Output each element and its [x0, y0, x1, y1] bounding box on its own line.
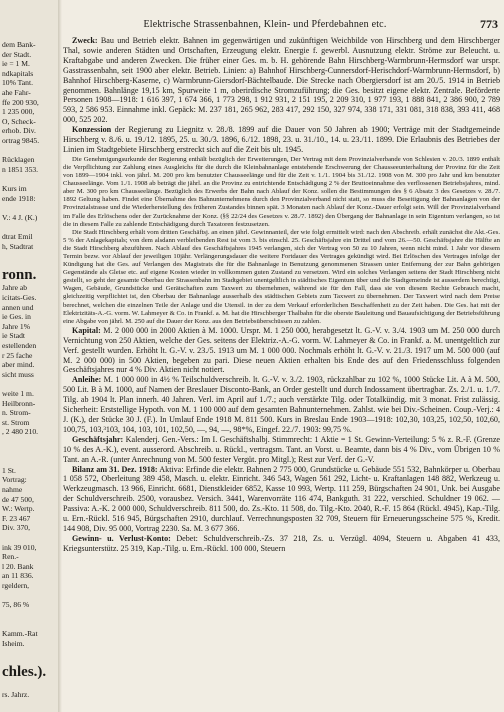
main-column: [63, 36, 500, 708]
left-column-line: st. Strom: [2, 417, 30, 427]
left-column-line: ortrag 9845.: [2, 136, 40, 145]
left-column-line: Isheim.: [2, 638, 25, 648]
left-column-line: der Stadt.: [2, 49, 32, 59]
left-column-line: ronn.: [2, 267, 37, 284]
left-column-line: ink 39 010,: [2, 542, 37, 552]
left-column-line: Jahre 1%: [2, 321, 31, 331]
paragraph-text: Aktiva: Erfinde die elektr. Bahnen 2 775 000, Grundstücke u. Gebäude 551 532, Bahnkörper u. Oberbau 1 058 572, Oberleitung 389 458, Masch. u. elektr. Einricht. 346 543, Wagen 561 292, Licht- u. Kraftanlagen 148 882, Werkzeug u. Werkzeugmasch. 13 966, Einricht. 6681, Dienstkleider 6852, Kasse 10 993, Wertp. 111 259, Bürgschaften 24 901, Unk. bei Ausgabe der Schuldverschreib. 2500, vorausbez. Versich. 3441, Warenvorräte 116 474, Bankguth. 31 222, verschied. Schuldner 19 062. — Passiva: A.-K. 2 000 000, Schuldverschreib. 811 500, do. Zs.-Kto. 11 508, do. Tilg.-Kto. 2040, R.-F. 15 864 (Rückl. 4945), Kap.-Tilg. u. Ern.-Rückl. 516 945, Bürgschaften 2910, durchlauf. Verrechnungsposten 32 709, Steuern für Erneuerungsscheine 575 %, Kredit. 144 908, Div. 95 000, Vortrag 2230. Sa. M. 3 677 366.: [63, 464, 500, 533]
left-column-line: rs. Jahrz.: [2, 690, 30, 699]
left-column-line: F. 23 467: [2, 513, 31, 523]
left-column-line: estellenden: [2, 341, 37, 350]
left-column-line: n. Strom-: [2, 408, 31, 418]
left-column-line: an 11 836.: [2, 571, 34, 581]
column-gutter: [58, 0, 62, 712]
paragraph-label: Anleihe:: [72, 375, 102, 385]
paragraph-label: Kapital:: [72, 325, 101, 335]
left-column-line: r 25 fache: [2, 350, 33, 360]
left-column-line: dem Bank-: [2, 40, 36, 49]
paragraph-gewinn-verlust: [63, 534, 500, 554]
left-column-line: ie = 1 M.: [2, 59, 30, 69]
paragraph-zweck: [63, 36, 500, 125]
paragraph-text: Die Genehmigungsurkunde der Regierung enthält bezüglich der Erweiterungen, Der Vertrag mit dem Provinzialverbande von Schlesien v. 20./3. 1899 enthält die Verpflichtung zur Zahlung eines Ausgleichs für die durch die Kleinbahnanlage entstehende Erschwerung der Chausseeunterhaltung der Provinz für die Zeit von 1899—1904 inkl. von jährl. M. 200 pro km benutzter Chausseelänge und für die Zeit v. 1./1. 1904 bis 31./12. 1908 von M. 300 pro Jahr und km benutzter Chausseelänge. Vom 1./1. 1908 ab beträgt die jährl. an die Provinz zu entrichtende Entschädigung 2 % der Bruttoeinnahme des verflossenen Betriebsjahres, mind. aber M. 300 pro km Chausseelänge. Bezüglich des Erwerbs der Bahn nach Ablauf der Konz. sollen die Bestimmungen des § 6 Absatz 3 des Gesetzes v. 28./7. 1892 Geltung haben. Findet eine Übernahme des Bahnunternehmens durch den Provinzialverband nicht statt, so muss die Beseitigung der Bahnanlagen von der Provinzialstrasse und die Wiederherstellung des früheren Zustandes binnen spät. 3 Monaten nach Ablauf der Konz.-Dauer erfolgt sein. Will der Provinzialverband im Falle des Erlöschens oder der Zurücknahme der Konz. (§§ 22/24 des Gesetzes v. 28./7. 1892) den Übergang der Bahnanlage in sein Eigentum verlangen, so ist die in diesem Falle zu zahlende Entschädigung durch Taxatoren festzusetzen.: [63, 155, 500, 228]
left-column-line: l 20. Bank: [2, 561, 34, 571]
paragraph-text: Bau und Betrieb elektr. Bahnen im gegenwärtigen und zukünftigen Weichbilde von Hirschberg und dem Hirschberger Thal, sowie anderen Städten und Ortschaften, Erzeugung elektr. Energie f. gewerbl. Ausnutzung elektr. Ströme zur Beleucht. u. Kraftabgabe und anderen Zwecken. Die früher einer Ges. m. b. H. gehörende Bahn Hirschberg-Warmbrunn-Hermsdorf war urspr. Gasstrassenbahn, seit 1900 aber elektr. Betrieb. Linien: a) Bahnhof Hirschberg-Cunnersdorf-Herischdorf-Warmbrunn-Hermsdorf, b) Bahnhof Hirschberg-Kaserne, c) Warmbrunn-Giersdorf-Bächtelbaude. Die Strecke nach Obergiersdorf ist am 20./5. 1914 in Betrieb genommen. Bahnlänge 19,15 km, Spurweite 1 m, oberirdische Stromzuführung; die Ges. besitzt eigene elektr. Zentrale. Beförderte Personen 1908—1918: 1 616 397, 1 674 366, 1 773 298, 1 912 931, 2 151 195, 2 209 310, 1 977 193, 1 888 841, 2 386 900, 2 789 593, 2 586 953. Einnahme inkl. Gepäck: M. 237 181, 265 962, 283 417, 292 150, 327 974, 338 171, 331 081, 318 838, 393 411, 468 000, 525 202.: [63, 36, 500, 125]
page-number: 773: [480, 17, 498, 31]
left-column-line: annen und: [2, 302, 34, 312]
paragraph-label: Geschäftsjahr:: [72, 434, 124, 444]
left-column-line: O, Scheck-: [2, 116, 36, 126]
paragraph-genehmigung: [63, 156, 500, 229]
left-column-line: dtrat Emil: [2, 232, 33, 241]
left-column-line: chles.).: [2, 664, 47, 681]
left-column-line: Rücklagen: [2, 155, 35, 165]
left-column-line: 10% Tant.: [2, 78, 33, 88]
left-column-line: Kamm.-Rat: [2, 629, 38, 638]
left-column-line: Div. 370,: [2, 523, 30, 533]
left-column-line: de 47 500,: [2, 494, 34, 504]
paragraph-label: Zweck:: [72, 36, 98, 45]
left-column-line: weite 1 m.: [2, 389, 34, 398]
left-column-line: Vortrag:: [2, 475, 27, 485]
paragraph-text: der Regierung zu Liegnitz v. 28./8. 1899 auf die Dauer von 50 Jahren ab 1900; Verträge mit der Stadtgemeinde Hirschberg v. 8./6. u. 19./12. 1895, 25. u. 30./3. 1896, 6./12. 1898, 23. u. 31./10., 14. u. 23./11. 1899. Die Erlaubnis des Betriebes der Linien im Stadtgebiete Hirschberg erstreckt sich auf die Zeit bis ult. 1945.: [63, 125, 500, 154]
left-column-line: h, Stadtrat: [2, 241, 34, 251]
paragraph-text: M. 2 000 000 in 2000 Aktien à M. 1000. Urspr. M. 1 250 000, herabgesetzt lt. G.-V. v. 3./4. 1903 um M. 250 000 durch Vernichtung von 250 Aktien, welche der Ges. seitens der Elektriz.-A.-G. vorm. W. Lahmeyer & Co. in Frankf. a. M. unentgeltlich zur Verf. gestellt wurden. Erhöht lt. G.-V. v. 23./5. 1913 um M. 1 000 000. Nochmals erhöht lt. G.-V. v. 21./3. 1917 um M. 500 000 (auf M. 2 000 000) in 500 Aktien, begeben zu pari. Diese neuen Aktien erhalten bis Ende des auf den Friedensschluss folgenden Geschäftsjahres nur 4 % Div. Aktien nicht notiert.: [63, 325, 500, 375]
paragraph-text: Die Stadt Hirschberg erhält vom dritten Geschäftsj. an einen jährl. Gewinnanteil, der wie folgt ermittelt wird: nach den Abschreib. erhält zunächst die Akt.-Ges. 5 % der Anlagekapitals; von dem alsdann verbleibenden Rest ist vom 3. bis einschl. 25. Geschäftsjahre ein Drittel und vom 26.—50. Geschäftsjahre die Hälfte an die Stadt Hirschberg abzuführen. Nach Ablauf des Geschäftsjahres 1945 verlangen, sich der Vertrag von 50 zu 10 Jahren, wenn nicht mind. 1 Jahr vor diesem Termin bezw. vor Ablauf der jeweiligen 10jähr. Verlängerungsdauer die weitere Fortdauer des Vertrages gekündigt wird. Bei Erlöschen des Vertrages infolge der Kündigung hat die Ges. auf Verlangen des Magistrats die für die Bahnanlage in Benutzung genommenen Strassen unter Entfernung der zur Bahn gehörigen Gegenstände als Gleise etc. auf eigene Kosten wieder in vollkommen guten Zustand zu versetzen. Wird ein solches Verlangen seitens der Stadt Hirschberg nicht gestellt, so geht der gesamte Oberbau der Strassenbahn im Stadtgebiet unentgeltlich in städtisches Eigentum über und die Stadtgemeinde ist ausserdem berechtigt, Wagen, Gebäude, Grundstücke und Gerätschaften zum Taxwert zu übernehmen, während sie für den Fall, dass sie von diesem Rechte Gebrauch macht, gleichzeitig verpflichtet ist, den Oberbau der Bahnanlage ausserhalb des städtischen Gebiets zum Taxwert zu übernehmen. Der Taxwert wird nach dem Preise berechnet, welchen die einzelnen Teile der Anlage und die Utensil. in der zu dem Verkauf erforderlichen Beschaffenheit zu der Zeit haben. Die Ges. hat mit der Elektrizitäts-A.-G. vorm. W. Lahmeyer & Co. in Frankf. a. M. hat die Hirschberger Thalbahn für die oberste Bauleitung und Bauaufsichtigung der Betriebsführung eine Abgabe von jährl. M. 250 auf die Dauer der Konz. aus den Betriebsüberschüssen zu zahlen.: [63, 228, 500, 325]
left-column-line: Heilbronn-: [2, 398, 36, 408]
paragraph-geschaeftsjahr: [63, 435, 500, 465]
paragraph-text: Debet: Schuldverschreib.-Zs. 37 218, Zs. u. Verzügl. 4094, Steuern u. Abgaben 41 433, Kriegsunterstütz. 25 319, Kap.-Tilg. u. Ern.-Rückl. 100 000, Steuern: [63, 533, 500, 553]
paragraph-text: M. 1 000 000 in 4½ % Teilschuldverschreib. lt. G.-V. v. 3./2. 1903, rückzahlbar zu 102 %, 1000 Stücke Lit. A à M. 500, 500 Lit. B à M. 1000, auf Namen der Breslauer Disconto-Bank, an Order gestellt und durch Indossament übertragbar. Zs. 2./1. u. 1./7. Tilg. ab 1904 lt. Plan innerh. 40 Jahren. Verl. im April auf 1./7.; auch verstärkte Tilg. oder Totalkündig. mit 3 monat. Frist zulässig. Sicherheit: Erststellige Hypoth. von M. 1 100 000 auf dem gesamten Bahnunternehmen. Zahlst. wie bei Div.-Scheinen. Coup.-Verj.: 4 J. (K.), der Stücke 30 J. (F.). In Umlauf Ende 1918 M. 811 500. Kurs in Breslau Ende 1903—1918: 102,30, 103,25, 102,50, 102,60, 100,75, 103,³103, 104, 103, 101, 102,50, —, 94, —, 98*%, Eingef. 22./7. 1903: 99,75 %.: [63, 375, 500, 434]
left-column-line: n 1851 353.: [2, 164, 39, 174]
left-column-line: erhob. Div.: [2, 126, 36, 136]
left-column-line: Ren.-: [2, 552, 19, 562]
running-header: Elektrische Strassenbahnen, Klein- und Pferdebahnen etc.: [143, 19, 387, 30]
left-column-line: aber mind.: [2, 360, 35, 370]
paragraph-konzession: [63, 125, 500, 155]
left-column-line: ffe 200 930,: [2, 97, 39, 107]
left-column-line: , 2 480 210.: [2, 427, 39, 437]
left-column-line: sicht muss: [2, 369, 34, 379]
paragraph-kapital: [63, 326, 500, 376]
left-column-line: Kurs im: [2, 184, 27, 193]
left-column-line: 75, 86 %: [2, 600, 30, 610]
left-column-line: ahe Fahr-: [2, 88, 31, 97]
left-column-line: icitats-Ges.: [2, 293, 37, 302]
paragraph-label: Konzession: [72, 125, 112, 135]
left-column-line: Jahre ab: [2, 283, 28, 293]
left-column-line: nahme: [2, 485, 23, 494]
left-column-line: ie Ges. in: [2, 312, 31, 322]
paragraph-bilanz: [63, 465, 500, 534]
left-column-line: rgeldern,: [2, 581, 30, 590]
paragraph-stadt-gewinnanteil: [63, 229, 500, 326]
left-column-line: 1 235 000,: [2, 107, 35, 117]
left-column-line: 1 St.: [2, 465, 16, 475]
left-column-line: ndkapitals: [2, 68, 34, 78]
left-column-line: ie Stadt: [2, 331, 25, 341]
left-column-line: ende 1918:: [2, 193, 36, 203]
left-column-line: V.: 4 J. (K.): [2, 212, 38, 222]
paragraph-label: Bilanz am 31. Dez. 1918:: [72, 464, 158, 474]
paragraph-label: Gewinn- u. Verlust-Konto:: [72, 533, 171, 543]
left-column-line: W.: Wertp.: [2, 504, 35, 514]
paragraph-text: Kalenderj. Gen.-Vers.: Im I. Geschäftshalbj. Stimmrecht: 1 Aktie = 1 St. Gewinn-Verteilung: 5 % z. R.-F. (Grenze 10 % des A.-K.), event. ausserord. Abschreib. u. Rückl., vertragsm. Tant. an Vorst. u. Beamte, dann bis 4 % Div., vom Übrigen 10 % Tant. an A.-R. (unter Anrechnung von M. 500 fester Vergüt. pro Mitgl.); Rest zur Verf. der G.-V.: [63, 434, 501, 464]
left-cropped-column: [0, 0, 58, 712]
paragraph-anleihe: [63, 375, 500, 434]
